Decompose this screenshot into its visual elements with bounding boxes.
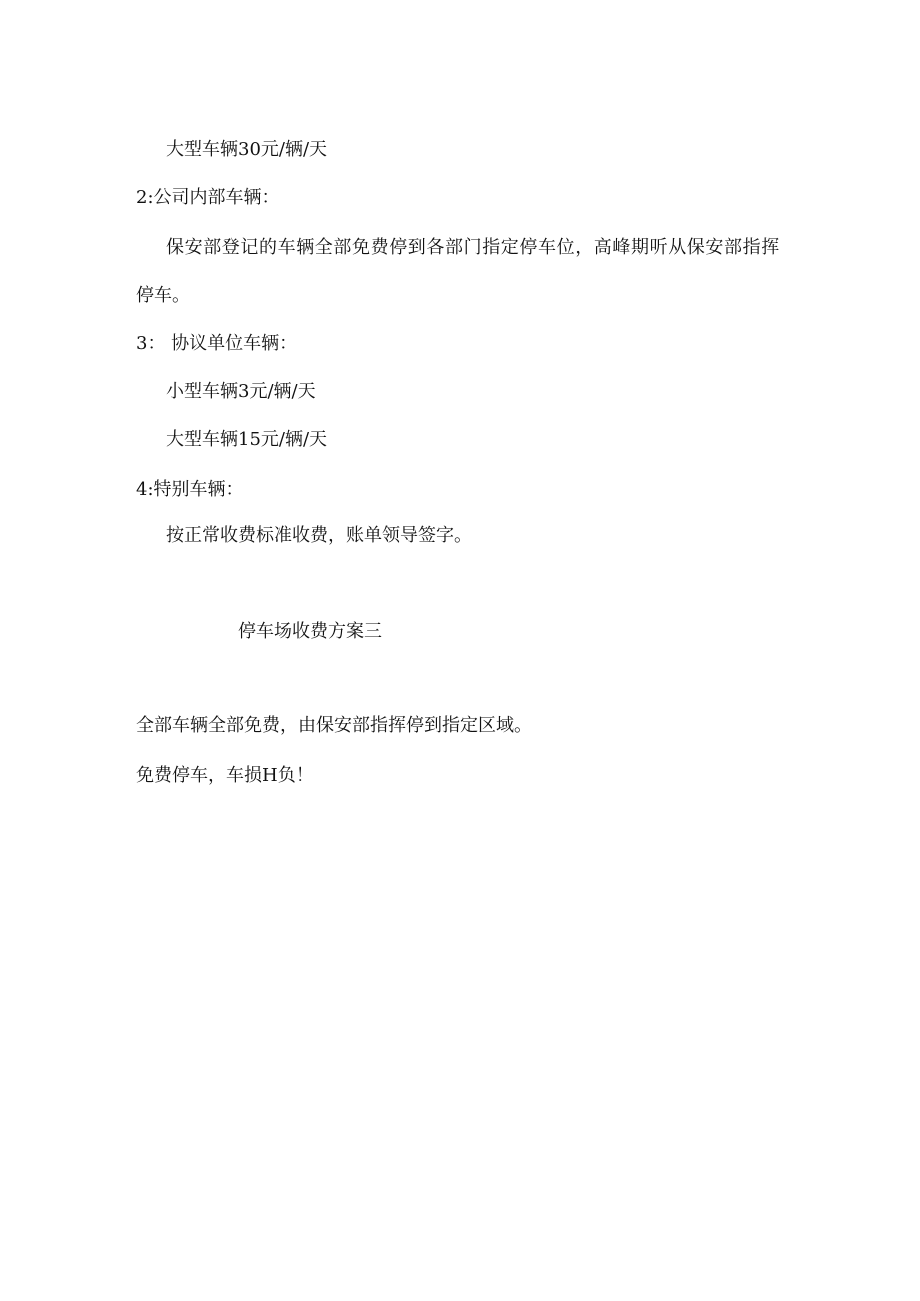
plan-three-line-2: 免费停车，车损H负！ <box>136 765 314 786</box>
large-vehicle-fee-line: 大型车辆30元/辆/天 <box>166 139 328 160</box>
internal-vehicles-rule-line-2: 停车。 <box>136 285 190 306</box>
special-vehicles-heading: 4:特别车辆： <box>136 479 244 500</box>
internal-vehicles-heading: 2:公司内部车辆： <box>136 187 280 208</box>
partner-units-heading: 3： 协议单位车辆： <box>136 333 298 354</box>
partner-large-vehicle-fee-line: 大型车辆15元/辆/天 <box>166 429 328 450</box>
partner-small-vehicle-fee-line: 小型车辆3元/辆/天 <box>166 381 316 402</box>
internal-vehicles-rule-line-1: 保安部登记的车辆全部免费停到各部门指定停车位，高峰期听从保安部指挥 <box>166 237 780 258</box>
section-title: 停车场收费方案三 <box>238 621 382 642</box>
plan-three-line-1: 全部车辆全部免费，由保安部指挥停到指定区域。 <box>136 715 532 736</box>
special-vehicles-rule-line: 按正常收费标准收费，账单领导签字。 <box>166 525 472 546</box>
